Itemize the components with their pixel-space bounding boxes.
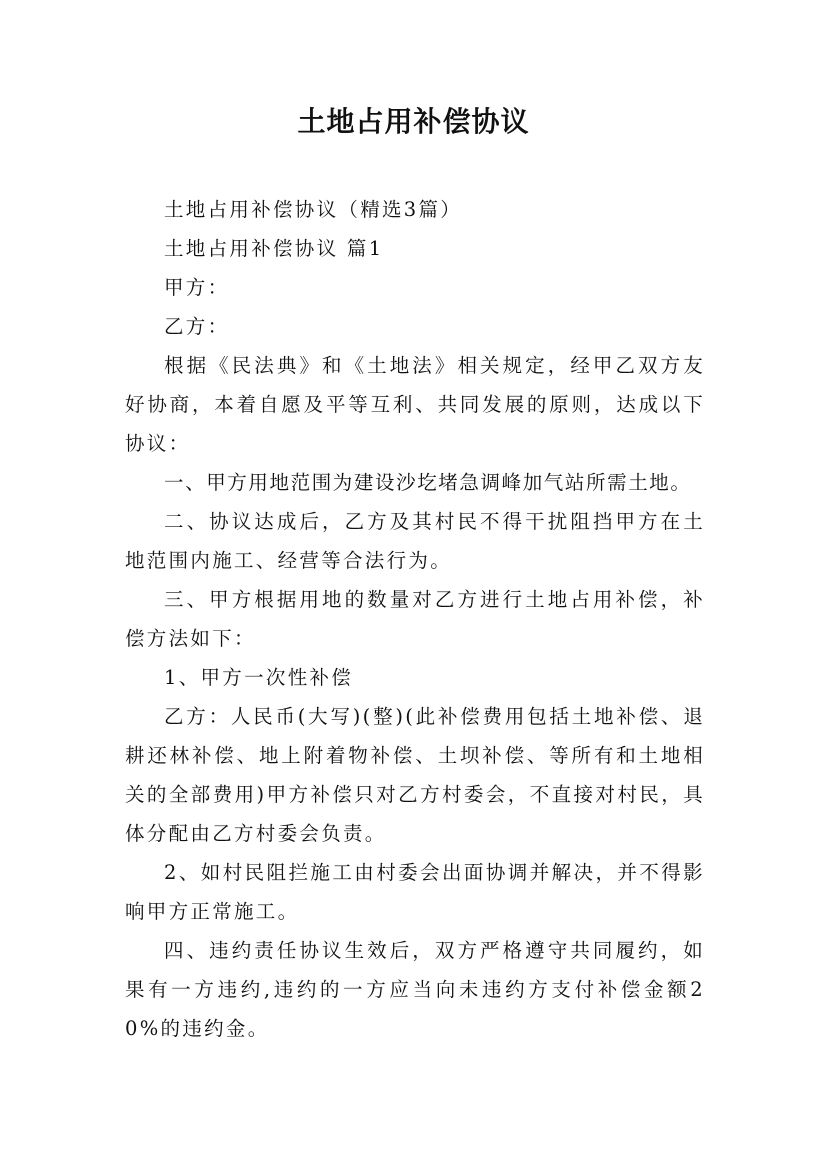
paragraph-item-1: 1、甲方一次性补偿	[164, 666, 354, 689]
paragraph-preamble: 根据《民法典》和《土地法》相关规定，经甲乙双方友好协商，本着自愿及平等互利、共同发展的原则，达成以下协议：	[125, 354, 705, 455]
paragraph-clause-3: 三、甲方根据用地的数量对乙方进行土地占用补偿，补偿方法如下：	[125, 588, 705, 650]
paragraph-clause-2: 二、协议达成后，乙方及其村民不得干扰阻挡甲方在土地范围内施工、经营等合法行为。	[125, 510, 705, 572]
paragraph-item-2: 2、如村民阻拦施工由村委会出面协调并解决，并不得影响甲方正常施工。	[125, 861, 705, 923]
paragraph-party-a: 甲方：	[164, 276, 230, 299]
paragraph-party-b: 乙方：	[164, 315, 230, 338]
paragraph-clause-4: 四、违约责任协议生效后，双方严格遵守共同履约，如果有一方违约,违约的一方应当向未违约方支付补偿金额20%的违约金。	[125, 939, 705, 1040]
document-body	[125, 190, 705, 1048]
document-title: 土地占用补偿协议	[297, 105, 530, 138]
paragraph-compensation: 乙方：人民币(大写)(整)(此补偿费用包括土地补偿、退耕还林补偿、地上附着物补偿、土坝补偿、等所有和土地相关的全部费用)甲方补偿只对乙方村委会，不直接对村民，具体分配由乙方村委会负责。	[125, 705, 705, 845]
paragraph-section-heading: 土地占用补偿协议 篇1	[164, 237, 384, 260]
paragraph-clause-1: 一、甲方用地范围为建设沙圪堵急调峰加气站所需土地。	[164, 471, 692, 494]
paragraph-subtitle: 土地占用补偿协议（精选3篇）	[164, 198, 463, 221]
